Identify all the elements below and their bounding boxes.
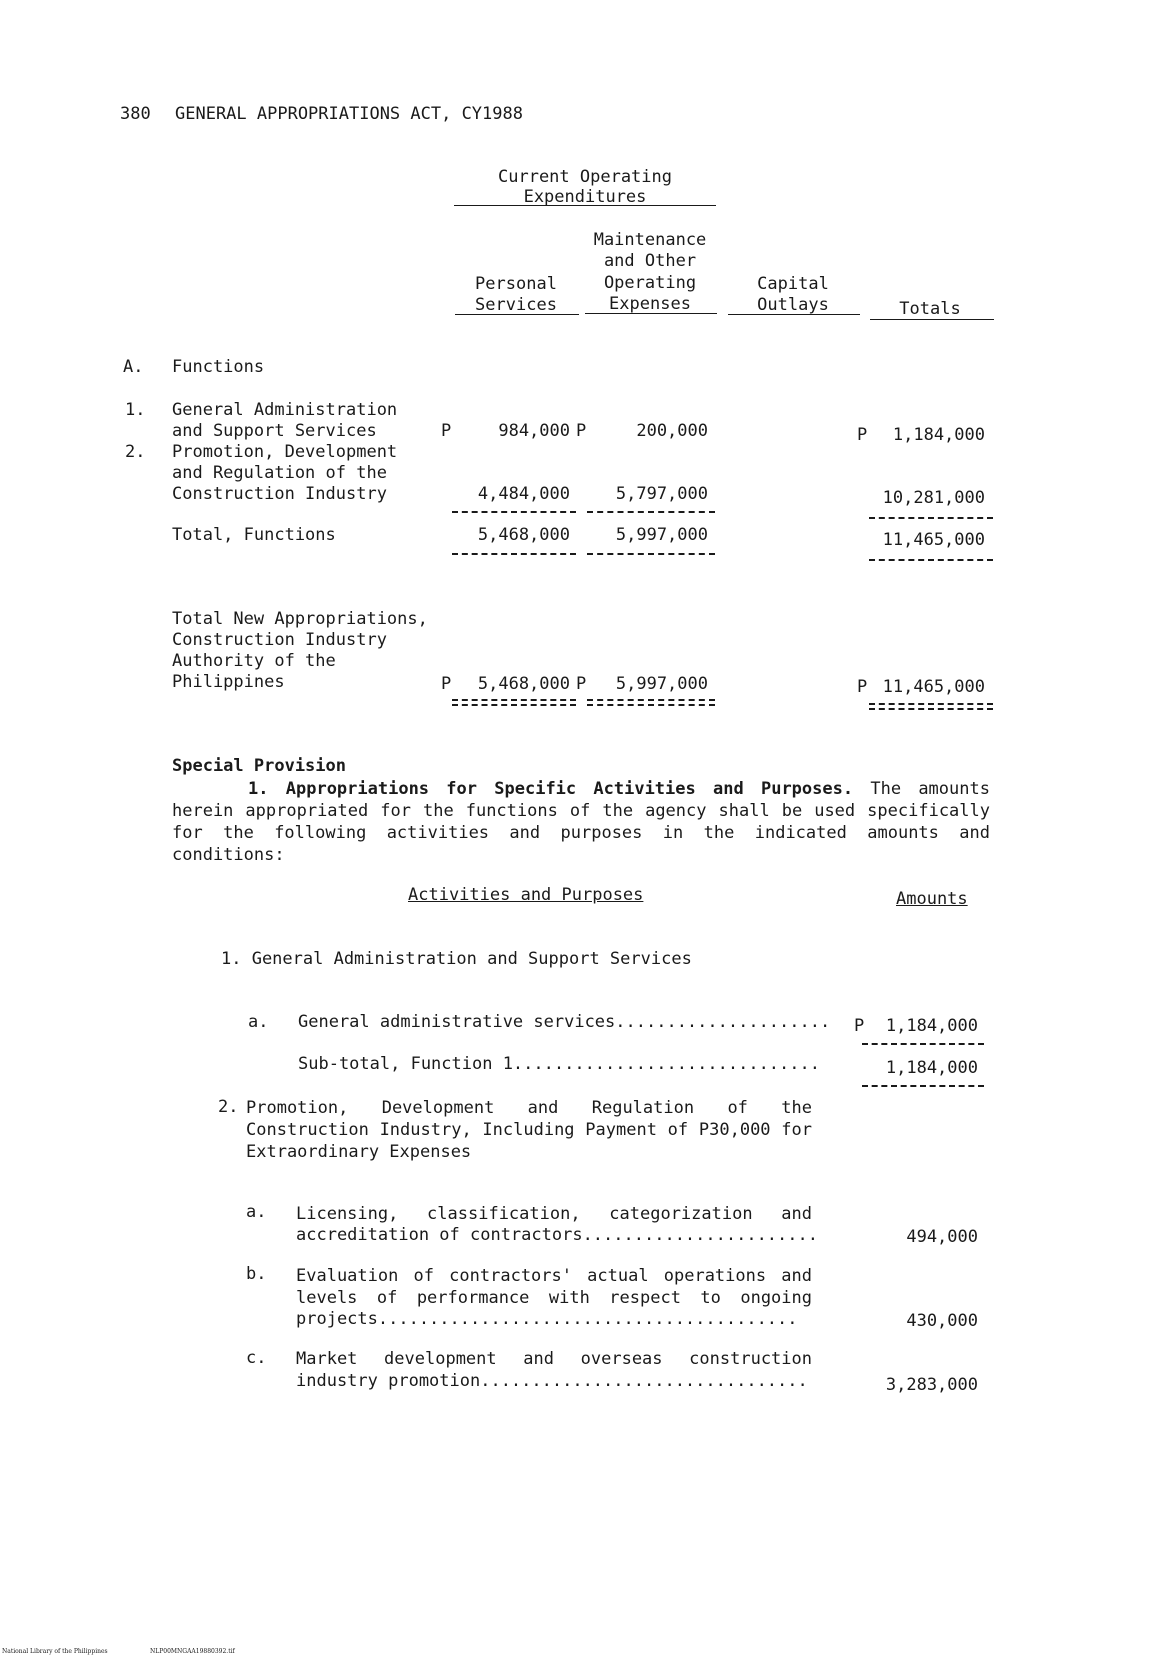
mooe-value: 5,997,000: [615, 674, 708, 694]
column-personal-line1: Personal: [475, 274, 557, 294]
function-label-line: and Support Services: [172, 421, 377, 441]
personal-services-value: 5,468,000: [477, 525, 570, 545]
subtotal-rule: [869, 517, 993, 519]
subtotal-rule: [587, 511, 715, 513]
column-personal-line2: Services: [475, 295, 557, 315]
total-new-label-line: Philippines: [172, 672, 285, 692]
total-value: 11,465,000: [882, 530, 985, 550]
column-mooe-line1: Maintenance: [593, 230, 707, 250]
peso-sign: P: [576, 674, 587, 694]
column-group-line1: Current Operating: [498, 167, 672, 187]
total-new-label-line: Construction Industry: [172, 630, 387, 650]
page-title: GENERAL APPROPRIATIONS ACT, CY1988: [175, 104, 523, 124]
provision-body: The amounts herein appropriated for the functions of the agency shall be used specifically for the following activities and purposes in the indicated amounts and conditions:: [172, 779, 990, 865]
peso-sign: P: [441, 421, 452, 441]
page-number: 380: [120, 104, 151, 124]
activities-heading: Activities and Purposes: [408, 885, 644, 905]
activity-label-line: industry promotion................................: [296, 1371, 808, 1391]
activity-letter: b.: [246, 1264, 267, 1284]
activity-group-number: 2.: [218, 1097, 239, 1117]
peso-sign: P: [441, 674, 452, 694]
peso-sign: P: [857, 677, 868, 697]
column-capital-line1: Capital: [757, 274, 829, 294]
total-value: 11,465,000: [882, 677, 985, 697]
column-mooe-line2: and Other: [603, 251, 697, 271]
subtotal-label: Sub-total, Function 1..............................: [298, 1054, 820, 1074]
mooe-value: 200,000: [636, 421, 708, 441]
total-value: 1,184,000: [892, 425, 985, 445]
subtotal-rule: [862, 1043, 984, 1045]
column-personal-rule: [455, 314, 579, 315]
total-rule: [869, 559, 993, 561]
activity-letter: c.: [246, 1348, 267, 1368]
special-provision-heading: Special Provision: [172, 756, 346, 776]
activity-letter: a.: [248, 1012, 269, 1032]
subtotal-amount: 1,184,000: [885, 1058, 978, 1078]
special-provision-text: [172, 778, 990, 866]
total-value: 10,281,000: [882, 488, 985, 508]
peso-sign: P: [576, 421, 587, 441]
peso-sign: P: [854, 1016, 865, 1036]
subtotal-rule: [862, 1085, 984, 1087]
activity-amount: 430,000: [906, 1311, 978, 1331]
mooe-value: 5,797,000: [615, 484, 708, 504]
provision-number: 1.: [248, 779, 269, 799]
activity-amount: 1,184,000: [885, 1016, 978, 1036]
total-rule: [452, 553, 576, 555]
function-number: 1.: [125, 400, 146, 420]
column-totals-rule: [870, 319, 994, 320]
subtotal-rule: [452, 511, 576, 513]
column-mooe-rule: [585, 313, 717, 314]
column-mooe-line3: Operating: [603, 273, 697, 293]
function-label-line: General Administration: [172, 400, 398, 420]
column-capital-line2: Outlays: [757, 295, 829, 315]
total-new-label-line: Total New Appropriations,: [172, 609, 428, 629]
column-capital-rule: [728, 314, 860, 315]
function-label-line: Construction Industry: [172, 484, 387, 504]
activity-label-line: projects.........................................: [296, 1309, 798, 1329]
activity-group-title: Promotion, Development and Regulation of the Construction Industry, Including Payment of P30,000 for Extraordinary Expenses: [246, 1098, 812, 1162]
section-letter: A.: [123, 357, 144, 377]
column-mooe-line4: Expenses: [609, 294, 691, 314]
peso-sign: P: [857, 425, 868, 445]
activity-label-line: accreditation of contractors.......................: [296, 1225, 818, 1245]
footer-source: National Library of the Philippines: [2, 1648, 108, 1655]
activity-label-line: Market development and overseas construction: [296, 1349, 812, 1369]
activity-label: General administrative services.....................: [298, 1012, 831, 1032]
activity-label-line: levels of performance with respect to ongoing: [296, 1288, 812, 1308]
column-group-line2: Expenditures: [523, 187, 647, 207]
amounts-heading: Amounts: [896, 889, 968, 909]
activity-group-title: 1. General Administration and Support Services: [221, 949, 692, 969]
grand-total-double-rule: [452, 699, 576, 706]
column-totals: Totals: [899, 299, 961, 319]
personal-services-value: 5,468,000: [477, 674, 570, 694]
function-label-line: and Regulation of the: [172, 463, 387, 483]
activity-amount: 494,000: [906, 1227, 978, 1247]
activity-letter: a.: [246, 1202, 267, 1222]
column-group-rule: [454, 205, 716, 206]
footer-file: NLP00MNGAA19880392.tif: [150, 1648, 235, 1655]
grand-total-double-rule: [587, 699, 715, 706]
grand-total-double-rule: [869, 703, 993, 710]
personal-services-value: 984,000: [498, 421, 570, 441]
provision-title: Appropriations for Specific Activities and Purposes.: [285, 779, 854, 799]
function-label-line: Promotion, Development: [172, 442, 398, 462]
activity-amount: 3,283,000: [885, 1375, 978, 1395]
mooe-value: 5,997,000: [615, 525, 708, 545]
personal-services-value: 4,484,000: [477, 484, 570, 504]
total-functions-label: Total, Functions: [172, 525, 336, 545]
activity-label-line: Licensing, classification, categorization and: [296, 1204, 812, 1224]
activity-label-line: Evaluation of contractors' actual operations and: [296, 1266, 812, 1286]
section-label: Functions: [172, 357, 265, 377]
total-new-label-line: Authority of the: [172, 651, 336, 671]
function-number: 2.: [125, 442, 146, 462]
total-rule: [587, 553, 715, 555]
